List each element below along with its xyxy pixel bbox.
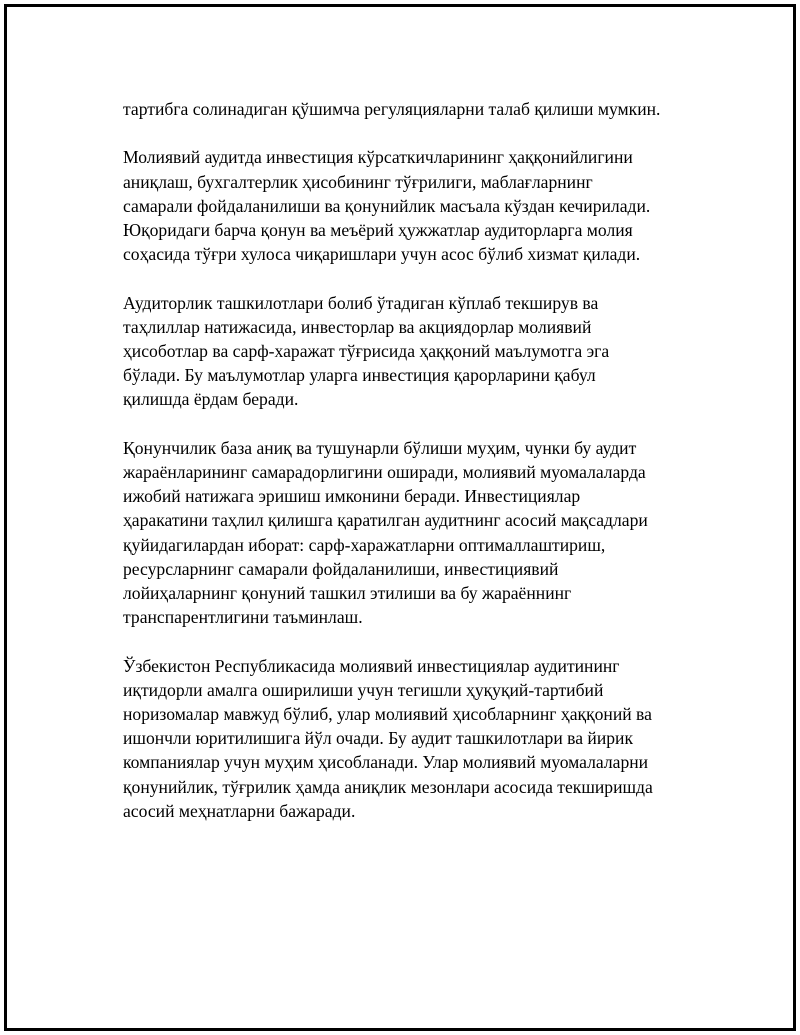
text-line: соҳасида тўғри хулоса чиқаришлари учун асос бўлиб хизмат қилади. [123, 244, 641, 265]
text-line: транспарентлигини таъминлаш. [123, 607, 363, 628]
text-line: ҳаракатини таҳлил қилишга қаратилган аудитнинг асосий мақсадлари [123, 510, 648, 531]
text-line: ресурсларнинг самарали фойдаланилиши, инвестициявий [123, 558, 559, 579]
text-line: лойиҳаларнинг қонуний ташкил этилиши ва бу жараённинг [123, 583, 572, 604]
text-line: иқтидорли амалга оширилиши учун тегишли ҳуқуқий-тартибий [123, 679, 604, 700]
text-line: аниқлаш, бухгалтерлик ҳисобининг тўғрилиги, маблағларнинг [123, 171, 593, 192]
text-line: асосий меҳнатларни бажаради. [123, 800, 356, 821]
text-line: жараёнларининг самарадорлигини оширади, молиявий муомалаларда [123, 462, 646, 482]
paragraph-1 [123, 97, 723, 121]
text-line: тартибга солинадиган қўшимча регуляцияларни талаб қилиши мумкин. [123, 99, 661, 119]
text-line: самарали фойдаланилиши ва қонунийлик масъала кўздан кечирилади. [123, 195, 651, 216]
text-line: таҳлиллар натижасида, инвесторлар ва акциядорлар молиявий [123, 316, 592, 337]
paragraph-3 [123, 291, 723, 412]
text-line: ишончли юритилишига йўл очади. Бу аудит ташкилотлари ва йирик [123, 728, 634, 749]
text-line: норизомалар мавжуд бўлиб, улар молиявий ҳисобларнинг ҳаққоний ва [123, 704, 652, 725]
text-line: Ўзбекистон Республикасида молиявий инвестициялар аудитининг [123, 655, 620, 676]
text-line: компаниялар учун муҳим ҳисобланади. Улар молиявий муомалаларни [123, 752, 649, 773]
paragraph-5 [123, 654, 723, 823]
text-line: бўлади. Бу маълумотлар уларга инвестиция қарорларини қабул [123, 365, 596, 386]
text-line: Аудиторлик ташкилотлари болиб ўтадиган кўплаб текширув ва [123, 292, 599, 313]
text-line: Юқоридаги барча қонун ва меъёрий ҳужжатлар аудиторларга молия [123, 220, 633, 240]
text-line: Қонунчилик база аниқ ва тушунарли бўлиши муҳим, чунки бу аудит [123, 437, 637, 458]
text-line: ижобий натижага эришиш имконини беради. Инвестициялар [123, 486, 581, 507]
text-line: Молиявий аудитда инвестиция кўрсаткичларининг ҳаққонийлигини [123, 147, 633, 168]
text-line: ҳисоботлар ва сарф-харажат тўғрисида ҳаққоний маълумотга эга [123, 341, 610, 361]
document-body [123, 97, 723, 847]
paragraph-2 [123, 145, 723, 266]
paragraph-4 [123, 436, 723, 630]
text-line: қуйидагилардан иборат: сарф-харажатларни оптималлаштириш, [123, 534, 606, 555]
text-line: қонунийлик, тўғрилик ҳамда аниқлик мезонлари асосида текширишда [123, 776, 653, 797]
text-line: қилишда ёрдам беради. [123, 389, 299, 410]
document-page [4, 4, 796, 1031]
